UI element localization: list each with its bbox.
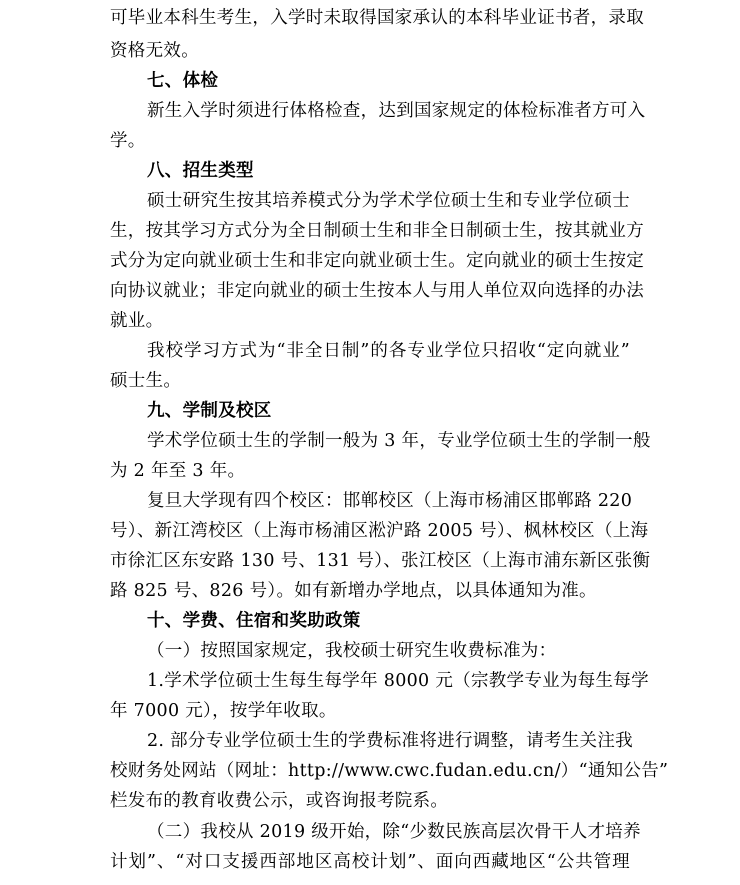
text-line: 我校学习方式为“非全日制”的各专业学位只招收“定向就业” [147,341,630,361]
text-line: 1.学术学位硕士生每生每学年 8000 元（宗教学专业为每生每学 [147,671,649,691]
text-line-with-url: 校财务处网站（网址：http://www.cwc.fudan.edu.cn/）“通知公告” [110,761,669,781]
text-line: （一）按照国家规定，我校硕士研究生收费标准为： [147,641,557,661]
section-heading-physical-exam: 七、体检 [147,71,219,91]
section-heading-duration-campus: 九、学制及校区 [147,401,272,421]
text-line: 可毕业本科生考生，入学时未取得国家承认的本科毕业证书者，录取 [110,8,644,28]
text-line: 硕士生。 [110,371,182,391]
text-line: 为 2 年至 3 年。 [110,461,246,481]
text-line: 式分为定向就业硕士生和非定向就业硕士生。定向就业的硕士生按定 [110,251,644,271]
text-line: 新生入学时须进行体格检查，达到国家规定的体检标准者方可入 [147,101,646,121]
text-line: 年 7000 元），按学年收取。 [110,701,337,721]
text-line: 栏发布的教育收费公示，或咨询报考院系。 [110,791,449,811]
text-line: 2. 部分专业学位硕士生的学费标准将进行调整，请考生关注我 [147,731,633,751]
text-line: 市徐汇区东安路 130 号、131 号）、张江校区（上海市浦东新区张衡 [110,551,651,571]
text-line: 计划”、“对口支援西部地区高校计划”、面向西藏地区“公共管理 [110,852,630,872]
text-line: （二）我校从 2019 级开始，除“少数民族高层次骨干人才培养 [147,822,641,842]
text-line: 号）、新江湾校区（上海市杨浦区淞沪路 2005 号）、枫林校区（上海 [110,521,649,541]
text-line: 路 825 号、826 号）。如有新增办学地点，以具体通知为准。 [110,581,597,601]
text-line: 向协议就业；非定向就业的硕士生按本人与用人单位双向选择的办法 [110,281,644,301]
text-line: 学术学位硕士生的学制一般为 3 年，专业学位硕士生的学制一般 [147,431,651,451]
text-line: 学。 [110,131,146,151]
text-line: 复旦大学现有四个校区：邯郸校区（上海市杨浦区邯郸路 220 [147,491,633,511]
text-line: 生，按其学习方式分为全日制硕士生和非全日制硕士生，按其就业方 [110,221,644,241]
text-line: 硕士研究生按其培养模式分为学术学位硕士生和专业学位硕士 [147,191,630,211]
section-heading-tuition: 十、学费、住宿和奖助政策 [147,611,361,631]
text-line: 资格无效。 [110,41,199,61]
section-heading-enrollment-type: 八、招生类型 [147,161,254,181]
text-line: 就业。 [110,311,164,331]
